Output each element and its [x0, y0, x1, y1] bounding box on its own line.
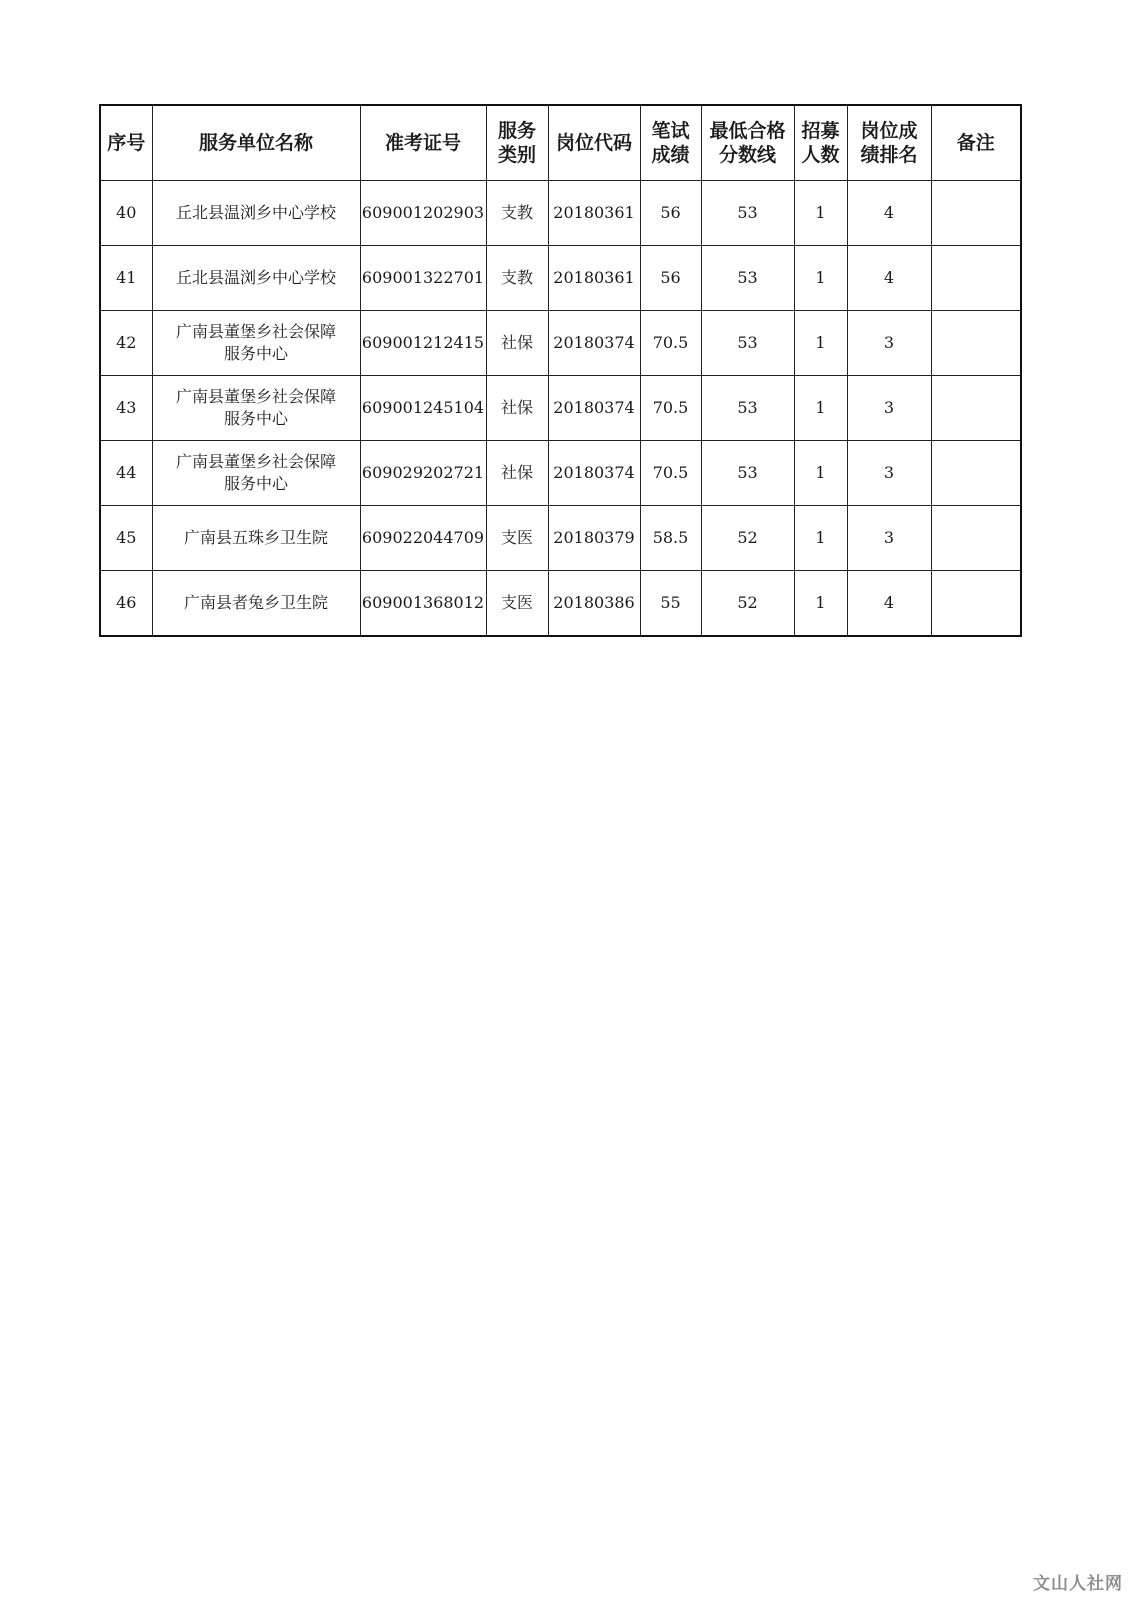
cell-note — [931, 376, 1021, 441]
cell-exam-id: 609029202721 — [360, 441, 486, 506]
header-label-line: 服务单位名称 — [198, 132, 313, 154]
unit-name-line: 丘北县温浏乡中心学校 — [175, 268, 336, 287]
cell-rank: 3 — [847, 506, 931, 571]
cell-quota: 1 — [794, 311, 847, 376]
table-row — [100, 506, 1021, 571]
header-category — [486, 105, 548, 181]
cell-written-score: 55 — [640, 571, 701, 637]
cell-rank: 3 — [847, 311, 931, 376]
cell-unit-name — [152, 571, 360, 637]
cell-no: 41 — [100, 246, 152, 311]
cell-min-score: 53 — [701, 246, 794, 311]
table-row — [100, 181, 1021, 246]
header-label-line: 序号 — [107, 132, 146, 154]
cell-category: 社保 — [486, 311, 548, 376]
cell-post-code: 20180361 — [548, 181, 640, 246]
cell-min-score: 53 — [701, 181, 794, 246]
cell-category: 支医 — [486, 506, 548, 571]
cell-no: 44 — [100, 441, 152, 506]
cell-unit-name — [152, 181, 360, 246]
header-label-line: 岗位代码 — [555, 132, 632, 154]
header-rank — [847, 105, 931, 181]
cell-post-code: 20180361 — [548, 246, 640, 311]
cell-note — [931, 441, 1021, 506]
cell-no: 40 — [100, 181, 152, 246]
cell-unit-name — [152, 506, 360, 571]
table-row — [100, 571, 1021, 637]
header-exam-id — [360, 105, 486, 181]
watermark: 文山人社网 — [1033, 1574, 1123, 1594]
cell-exam-id: 609001202903 — [360, 181, 486, 246]
cell-no: 45 — [100, 506, 152, 571]
cell-post-code: 20180374 — [548, 376, 640, 441]
cell-post-code: 20180374 — [548, 311, 640, 376]
cell-unit-name — [152, 376, 360, 441]
header-label-line: 准考证号 — [384, 132, 461, 154]
table-row — [100, 376, 1021, 441]
header-label-line: 成绩 — [651, 144, 690, 166]
cell-exam-id: 609001245104 — [360, 376, 486, 441]
unit-name-line: 服务中心 — [223, 409, 288, 428]
cell-category: 支教 — [486, 246, 548, 311]
header-row — [100, 105, 1021, 181]
cell-quota: 1 — [794, 181, 847, 246]
table-row — [100, 441, 1021, 506]
cell-exam-id: 609022044709 — [360, 506, 486, 571]
cell-unit-name — [152, 311, 360, 376]
header-label-line: 招募 — [801, 120, 840, 142]
header-min-score — [701, 105, 794, 181]
header-note — [931, 105, 1021, 181]
cell-no: 42 — [100, 311, 152, 376]
results-table — [99, 104, 1022, 637]
header-label-line: 绩排名 — [860, 144, 918, 166]
header-label-line: 笔试 — [651, 120, 690, 142]
cell-note — [931, 311, 1021, 376]
cell-written-score: 70.5 — [640, 376, 701, 441]
unit-name-line: 服务中心 — [223, 474, 288, 493]
cell-written-score: 70.5 — [640, 311, 701, 376]
cell-category: 支医 — [486, 571, 548, 637]
header-label-line: 类别 — [497, 144, 536, 166]
cell-quota: 1 — [794, 571, 847, 637]
unit-name-line: 广南县者兔乡卫生院 — [183, 593, 328, 612]
cell-no: 46 — [100, 571, 152, 637]
cell-written-score: 58.5 — [640, 506, 701, 571]
cell-category: 社保 — [486, 441, 548, 506]
cell-min-score: 52 — [701, 506, 794, 571]
cell-note — [931, 181, 1021, 246]
cell-quota: 1 — [794, 246, 847, 311]
cell-min-score: 53 — [701, 441, 794, 506]
header-no — [100, 105, 152, 181]
cell-written-score: 70.5 — [640, 441, 701, 506]
cell-written-score: 56 — [640, 181, 701, 246]
cell-written-score: 56 — [640, 246, 701, 311]
cell-min-score: 53 — [701, 311, 794, 376]
unit-name-line: 广南县董堡乡社会保障 — [175, 452, 336, 471]
header-label-line: 人数 — [801, 144, 840, 166]
cell-min-score: 52 — [701, 571, 794, 637]
cell-rank: 4 — [847, 571, 931, 637]
cell-note — [931, 571, 1021, 637]
header-label-line: 备注 — [956, 132, 995, 154]
cell-exam-id: 609001368012 — [360, 571, 486, 637]
cell-note — [931, 506, 1021, 571]
table-row — [100, 246, 1021, 311]
table-body — [100, 181, 1021, 637]
cell-post-code: 20180374 — [548, 441, 640, 506]
cell-exam-id: 609001212415 — [360, 311, 486, 376]
header-written-score — [640, 105, 701, 181]
cell-rank: 3 — [847, 376, 931, 441]
cell-unit-name — [152, 246, 360, 311]
unit-name-line: 广南县五珠乡卫生院 — [183, 528, 328, 547]
unit-name-line: 服务中心 — [223, 344, 288, 363]
cell-exam-id: 609001322701 — [360, 246, 486, 311]
header-label-line: 服务 — [497, 120, 536, 142]
cell-note — [931, 246, 1021, 311]
cell-category: 支教 — [486, 181, 548, 246]
cell-unit-name — [152, 441, 360, 506]
header-post-code — [548, 105, 640, 181]
header-label-line: 最低合格 — [709, 120, 786, 142]
cell-quota: 1 — [794, 376, 847, 441]
unit-name-line: 广南县董堡乡社会保障 — [175, 322, 336, 341]
header-label-line: 分数线 — [718, 144, 776, 166]
cell-rank: 3 — [847, 441, 931, 506]
table-header — [100, 105, 1021, 181]
cell-no: 43 — [100, 376, 152, 441]
header-quota — [794, 105, 847, 181]
header-unit-name — [152, 105, 360, 181]
unit-name-line: 丘北县温浏乡中心学校 — [175, 203, 336, 222]
cell-rank: 4 — [847, 246, 931, 311]
cell-rank: 4 — [847, 181, 931, 246]
header-label-line: 岗位成 — [860, 120, 918, 142]
cell-post-code: 20180386 — [548, 571, 640, 637]
cell-post-code: 20180379 — [548, 506, 640, 571]
table-row — [100, 311, 1021, 376]
unit-name-line: 广南县董堡乡社会保障 — [175, 387, 336, 406]
cell-category: 社保 — [486, 376, 548, 441]
cell-quota: 1 — [794, 506, 847, 571]
cell-min-score: 53 — [701, 376, 794, 441]
cell-quota: 1 — [794, 441, 847, 506]
